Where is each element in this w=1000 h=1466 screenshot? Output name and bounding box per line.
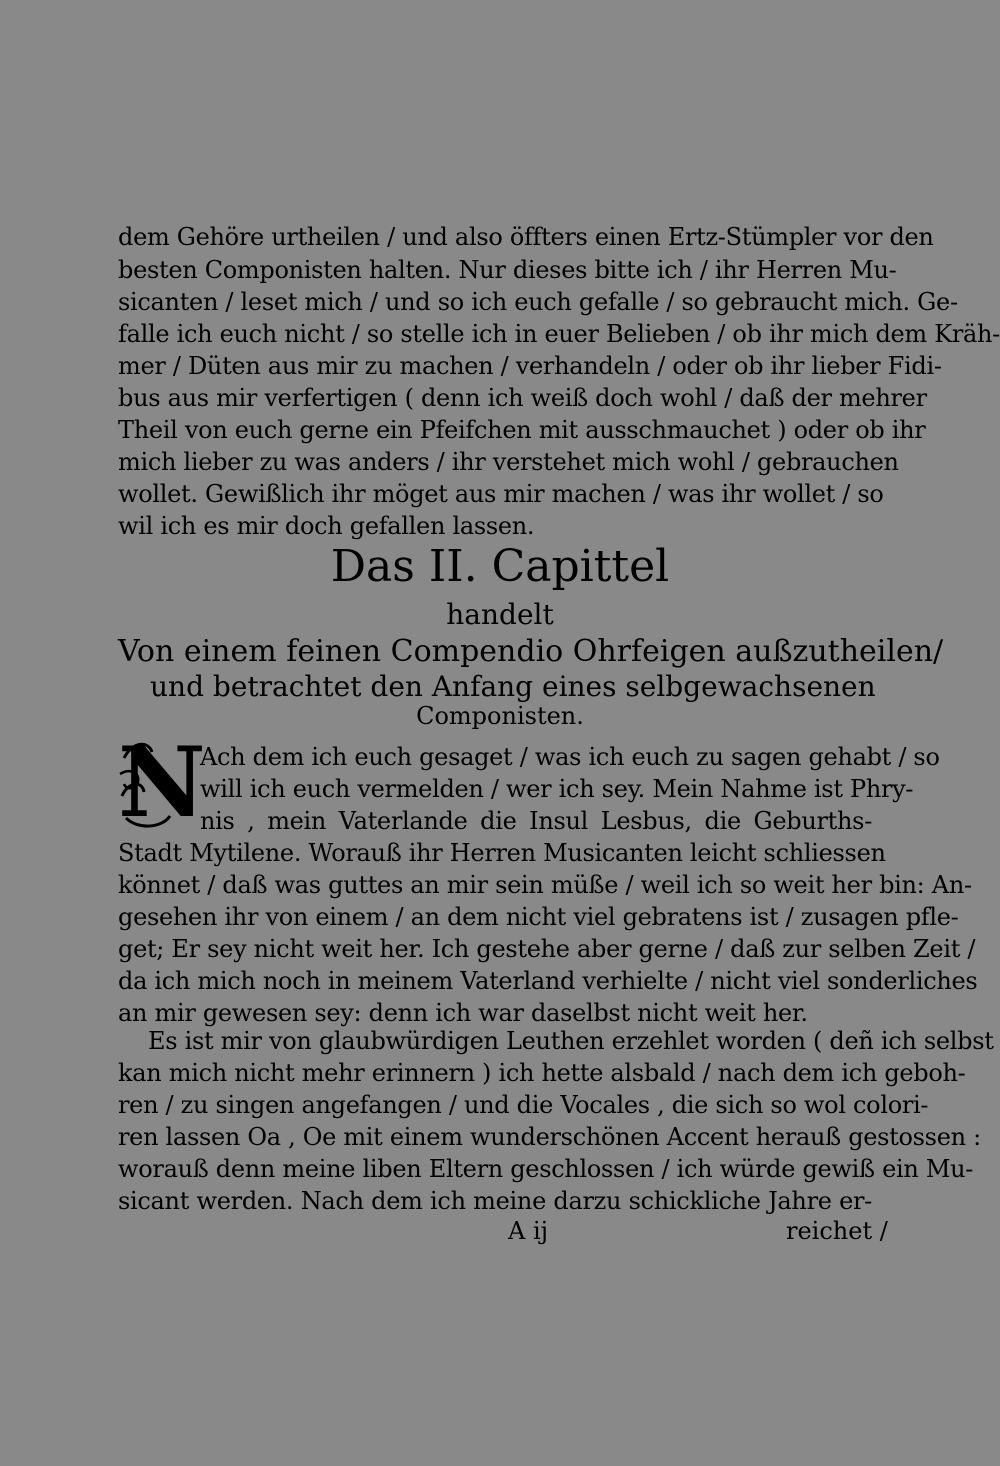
text-line: Theil von euch gerne ein Pfeifchen mit ausschmauchet ) oder ob ihr xyxy=(118,416,926,444)
chapter-title: Das II. Capittel xyxy=(330,541,670,592)
text-line: bus aus mir verfertigen ( denn ich weiß doch wohl / daß der mehrer xyxy=(118,384,927,412)
decorated-initial xyxy=(118,726,206,839)
catchword: reichet / xyxy=(786,1217,888,1245)
text-line: ren lassen Oa , Oe mit einem wunderschönen Accent herauß gestossen : xyxy=(118,1123,981,1151)
text-line: gesehen ihr von einem / an dem nicht viel gebratens ist / zusagen pfle- xyxy=(118,903,959,931)
text-line: besten Componisten halten. Nur dieses bitte ich / ihr Herren Mu- xyxy=(118,256,897,284)
text-line: will ich euch vermelden / wer ich sey. Mein Nahme ist Phry- xyxy=(200,775,914,803)
text-line: falle ich euch nicht / so stelle ich in euer Belieben / ob ihr mich dem Kräh- xyxy=(118,320,1000,348)
chapter-description-line: und betrachtet den Anfang eines selbgewachsenen xyxy=(150,670,876,703)
signature-mark: A ij xyxy=(508,1217,549,1245)
text-line: ren / zu singen angefangen / und die Vocales , die sich so wol colori- xyxy=(118,1091,929,1119)
text-line: sicanten / leset mich / und so ich euch gefalle / so gebraucht mich. Ge- xyxy=(118,288,958,316)
chapter-description-line: Componisten. xyxy=(416,702,584,730)
text-line: nis , mein Vaterlande die Insul Lesbus, die Geburths- xyxy=(200,807,872,835)
text-line: Ach dem ich euch gesaget / was ich euch zu sagen gehabt / so xyxy=(200,743,940,771)
text-line: da ich mich noch in meinem Vaterland verhielte / nicht viel sonderliches xyxy=(118,967,978,995)
text-line: Stadt Mytilene. Worauß ihr Herren Musicanten leicht schliessen xyxy=(118,839,886,867)
text-line: an mir gewesen sey: denn ich war daselbst nicht weit her. xyxy=(118,999,808,1027)
text-line: wollet. Gewißlich ihr möget aus mir machen / was ihr wollet / so xyxy=(118,480,884,508)
text-line: sicant werden. Nach dem ich meine darzu schickliche Jahre er- xyxy=(118,1187,872,1215)
text-line: Es ist mir von glaubwürdigen Leuthen erzehlet worden ( deñ ich selbst xyxy=(148,1027,994,1055)
text-line: worauß denn meine liben Eltern geschlossen / ich würde gewiß ein Mu- xyxy=(118,1155,974,1183)
text-line: mer / Düten aus mir zu machen / verhandeln / oder ob ihr lieber Fidi- xyxy=(118,352,942,380)
text-line: wil ich es mir doch gefallen lassen. xyxy=(118,512,535,540)
text-line: könnet / daß was guttes an mir sein müße / weil ich so weit her bin: An- xyxy=(118,871,972,899)
chapter-subtitle: handelt xyxy=(446,598,554,631)
text-line: get; Er sey nicht weit her. Ich gestehe aber gerne / daß zur selben Zeit / xyxy=(118,935,976,963)
chapter-description-line: Von einem feinen Compendio Ohrfeigen außzutheilen/ xyxy=(118,634,944,669)
dropcap-letter: N xyxy=(118,726,206,839)
text-line: kan mich nicht mehr erinnern ) ich hette alsbald / nach dem ich geboh- xyxy=(118,1059,966,1087)
text-line: dem Gehöre urtheilen / und also öffters einen Ertz-Stümpler vor den xyxy=(118,223,934,251)
text-line: mich lieber zu was anders / ihr verstehet mich wohl / gebrauchen xyxy=(118,448,899,476)
